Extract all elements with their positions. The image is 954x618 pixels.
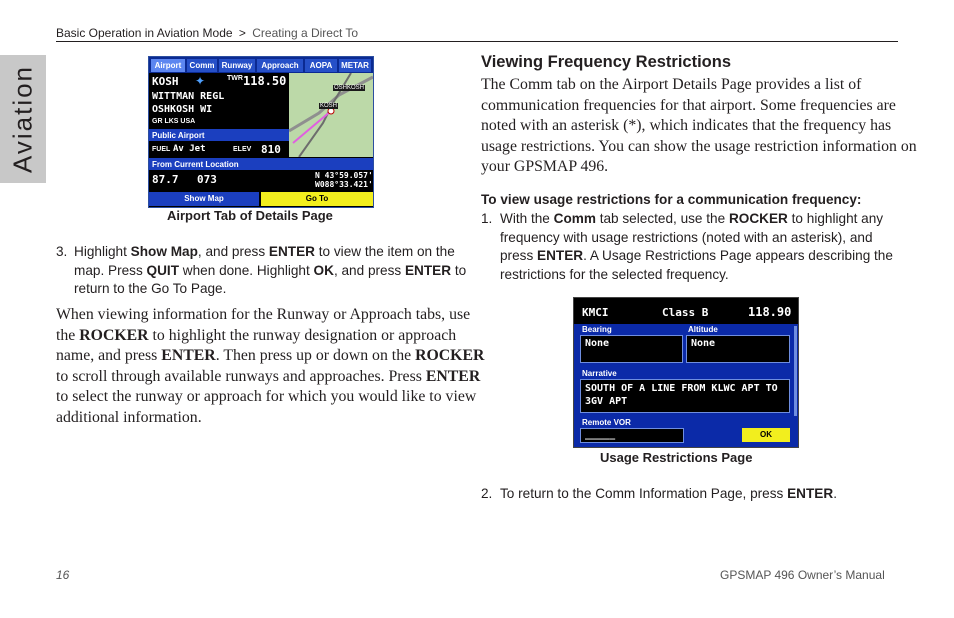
- step-3-line-1: Highlight Show Map, and press ENTER to view the item on the: [74, 244, 455, 259]
- step-1-line-1: With the Comm tab selected, use the ROCKER to highlight any: [500, 211, 884, 226]
- section-side-tab-label: Aviation: [7, 64, 38, 174]
- airport-details-screenshot: [148, 56, 374, 208]
- paragraph-line: The Comm tab on the Airport Details Page provides a list of: [481, 76, 862, 93]
- page-number: 16: [56, 568, 70, 582]
- screen-airport-name: WITTMAN REGL: [152, 91, 225, 102]
- screen-distance: 87.7: [152, 173, 179, 186]
- header-divider: [56, 41, 898, 42]
- paragraph-line: additional information.: [56, 408, 202, 426]
- paragraph-line: noted with an asterisk (*), which indicates that the frequency has: [481, 117, 892, 135]
- screen-tab-runway: Runway: [219, 59, 255, 72]
- screen2-remote-vor-label: Remote VOR: [582, 418, 631, 427]
- step-2: [481, 485, 901, 505]
- usage-restrictions-screenshot: [573, 297, 799, 448]
- step-1-line-4: restrictions for the selected frequency.: [500, 266, 729, 282]
- screen2-frequency: 118.90: [748, 305, 792, 319]
- go-to-softkey: Go To: [261, 192, 373, 206]
- screen-frequency: 118.50: [243, 74, 287, 88]
- screen2-altitude-field: None: [686, 335, 790, 363]
- runway-approach-paragraph: [56, 305, 485, 429]
- screen2-scrollbar: [794, 326, 797, 416]
- map-label-airport: KOSH: [320, 103, 338, 109]
- paragraph-line: When viewing information for the Runway or Approach tabs, use: [56, 306, 471, 323]
- screen-elev-value: 810: [261, 143, 281, 156]
- breadcrumb-section: Basic Operation in Aviation Mode: [56, 26, 233, 40]
- step-1-line-2: frequency with usage restrictions (noted with an asterisk), and: [500, 229, 873, 245]
- screen2-narrative-line-1: SOUTH OF A LINE FROM KLWC APT TO: [585, 383, 778, 394]
- screen-from-location-label: From Current Location: [152, 160, 239, 169]
- screen-airport-city: OSHKOSH WI: [152, 104, 213, 115]
- breadcrumb-current: Creating a Direct To: [252, 26, 359, 40]
- paragraph-line: communication frequencies for that airport. Some frequencies are: [481, 96, 896, 114]
- step-3-number: 3.: [56, 244, 68, 259]
- screen-tab-bar: [149, 57, 373, 73]
- screen-bearing: 073: [197, 173, 217, 186]
- screen2-ok-button: OK: [742, 428, 790, 442]
- screen2-narrative-label: Narrative: [582, 369, 617, 378]
- screen-tab-aopa: AOPA: [305, 59, 337, 72]
- figure2-caption: Usage Restrictions Page: [600, 450, 753, 465]
- step-2-text: To return to the Comm Information Page, press ENTER.: [500, 486, 837, 501]
- step-3-line-2: map. Press QUIT when done. Highlight OK, and press ENTER to: [74, 262, 467, 278]
- paragraph-line: to select the runway or approach for which you would like to view: [56, 388, 477, 406]
- procedure-title: To view usage restrictions for a communication frequency:: [481, 192, 862, 207]
- airport-symbol-icon: ✦: [194, 74, 206, 88]
- step-1: [481, 210, 901, 286]
- paragraph-line: the ROCKER to highlight the runway designation or approach: [56, 326, 457, 344]
- step-3-line-3: return to the Go To Page.: [74, 281, 227, 297]
- screen-airport-region: GR LKS USA: [152, 118, 196, 125]
- section-heading: Viewing Frequency Restrictions: [481, 53, 732, 71]
- paragraph-line: usage restrictions. You can show the usage restriction information on: [481, 137, 917, 155]
- screen-tab-airport: Airport: [151, 59, 185, 72]
- step-1-number: 1.: [481, 211, 493, 226]
- manual-title: GPSMAP 496 Owner’s Manual: [720, 568, 885, 582]
- screen-latitude: N 43°59.057': [315, 171, 373, 180]
- show-map-softkey: Show Map: [149, 192, 259, 206]
- step-1-line-3: press ENTER. A Usage Restrictions Page appears describing the: [500, 248, 893, 264]
- paragraph-line: to scroll through available runways and approaches. Press ENTER: [56, 367, 481, 385]
- screen2-bearing-label: Bearing: [582, 325, 612, 334]
- screen-longitude: W088°33.421': [315, 180, 373, 189]
- section-side-tab: [0, 55, 46, 183]
- screen2-altitude-label: Altitude: [688, 325, 718, 334]
- screen-elev-label: ELEV: [233, 146, 252, 153]
- screen-tab-approach: Approach: [257, 59, 303, 72]
- screen-fuel-value: Av Jet: [173, 144, 206, 154]
- screen-ident: KOSH: [152, 75, 179, 88]
- screen-fuel-label: FUEL: [152, 146, 171, 153]
- screen2-ident: KMCI: [582, 306, 609, 319]
- screen-tab-metar: METAR: [339, 59, 371, 72]
- screen2-bearing-field: None: [580, 335, 683, 363]
- screen-map-thumbnail: [289, 73, 373, 157]
- screen2-narrative-field: [580, 379, 790, 413]
- screen-airport-type: Public Airport: [152, 131, 205, 140]
- screen2-narrative-line-2: 3GV APT: [585, 396, 628, 407]
- map-label-city: OSHKOSH: [334, 85, 365, 91]
- breadcrumb: [56, 26, 358, 40]
- screen2-remote-vor-field: _____: [580, 428, 684, 443]
- screen2-class: Class B: [662, 306, 709, 319]
- figure1-caption: Airport Tab of Details Page: [167, 208, 333, 223]
- breadcrumb-separator: >: [238, 26, 246, 40]
- paragraph-line: name, and press ENTER. Then press up or down on the ROCKER: [56, 347, 485, 365]
- frequency-restrictions-paragraph: [481, 75, 917, 178]
- step-2-number: 2.: [481, 486, 493, 501]
- screen-tab-comm: Comm: [187, 59, 217, 72]
- step-3: [56, 243, 467, 303]
- screen-twr-label: TWR: [227, 75, 243, 82]
- paragraph-line: your GPSMAP 496.: [481, 158, 609, 176]
